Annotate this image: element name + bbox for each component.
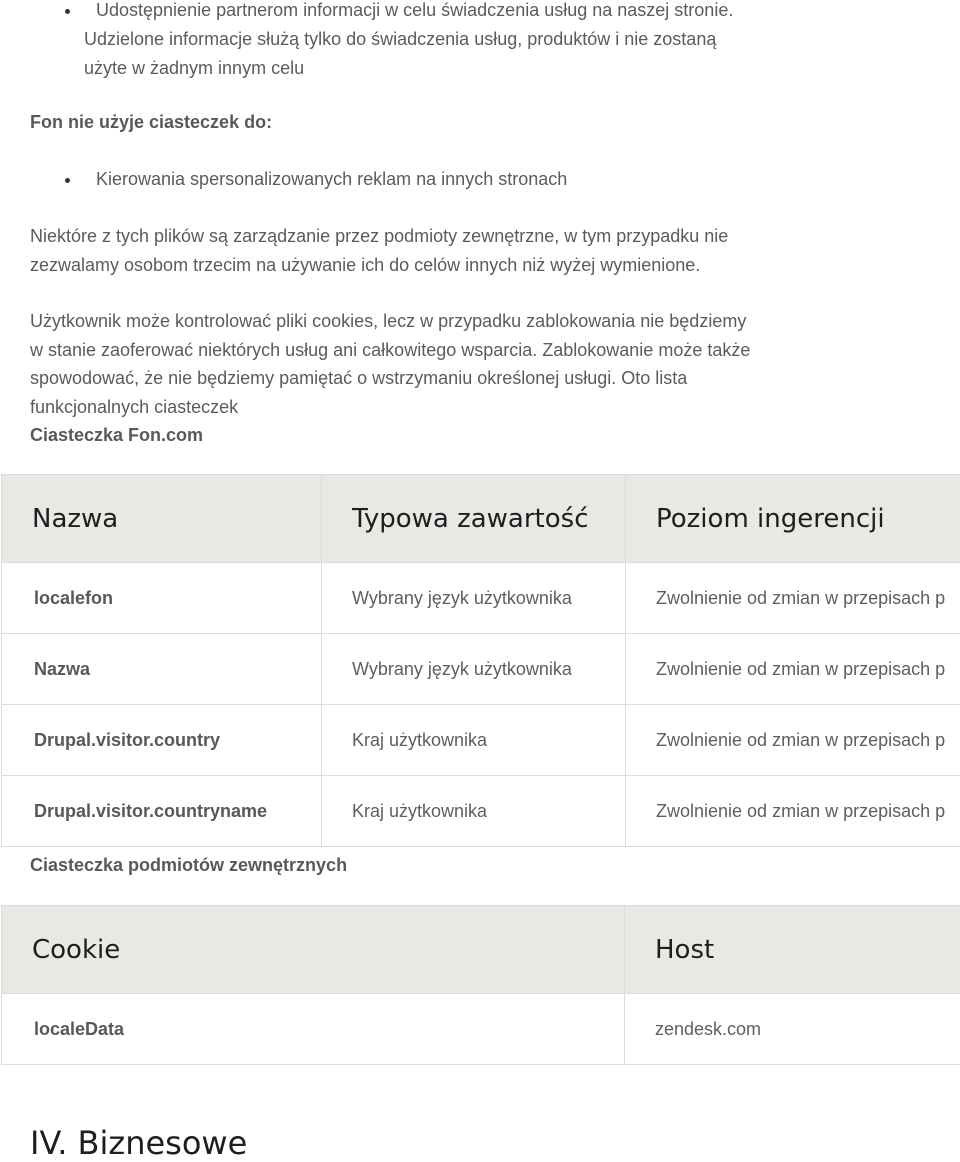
paragraph-line: Niektóre z tych plików są zarządzanie przez podmioty zewnętrzne, w tym przypadku nie <box>30 222 930 251</box>
cookie-level-cell: Zwolnienie od zmian w przepisach p <box>626 776 960 847</box>
fon-cookies-subheading: Ciasteczka Fon.com <box>30 421 930 450</box>
list-item-partners <box>96 0 733 25</box>
list-item-ads: Kierowania spersonalizowanych reklam na innych stronach <box>96 169 567 190</box>
cookie-level-cell: Zwolnienie od zmian w przepisach p <box>626 634 960 705</box>
cookie-content-cell: Wybrany język użytkownika <box>322 563 626 634</box>
cookie-level-cell: Zwolnienie od zmian w przepisach p <box>626 563 960 634</box>
table-row <box>2 994 960 1065</box>
table-header-row <box>2 475 960 563</box>
column-header-cookie: Cookie <box>2 906 625 994</box>
column-header-level: Poziom ingerencji <box>626 475 960 563</box>
third-party-cookies-table <box>1 905 960 1065</box>
paragraph-third-parties <box>30 222 930 279</box>
not-used-heading: Fon nie użyje ciasteczek do: <box>30 112 272 133</box>
table-row <box>2 776 960 847</box>
cookie-content-cell: Kraj użytkownika <box>322 776 626 847</box>
cookie-name-cell: Drupal.visitor.country <box>2 705 322 776</box>
cookie-name-cell: localeData <box>2 994 625 1065</box>
column-header-host: Host <box>625 906 960 994</box>
table-row <box>2 705 960 776</box>
table-header-row <box>2 906 960 994</box>
list-item-continuation <box>84 25 960 82</box>
third-party-heading: Ciasteczka podmiotów zewnętrznych <box>30 855 347 876</box>
paragraph-cookie-control <box>30 307 930 450</box>
cookie-content-cell: Kraj użytkownika <box>322 705 626 776</box>
section-title: IV. Biznesowe <box>30 1124 247 1162</box>
cookie-name-cell: Drupal.visitor.countryname <box>2 776 322 847</box>
bullet-icon <box>65 178 70 183</box>
cookie-content-cell: Wybrany język użytkownika <box>322 634 626 705</box>
table-row <box>2 563 960 634</box>
paragraph-line: Użytkownik może kontrolować pliki cookies, lecz w przypadku zablokowania nie będziemy <box>30 307 930 336</box>
fon-cookies-table <box>1 474 960 847</box>
list-item-text: Udostępnienie partnerom informacji w celu świadczenia usług na naszej stronie. <box>96 0 733 20</box>
list-item-text-line: Udzielone informacje służą tylko do świadczenia usług, produktów i nie zostaną <box>84 25 960 54</box>
column-header-content: Typowa zawartość <box>322 475 626 563</box>
table-row <box>2 634 960 705</box>
paragraph-line: spowodować, że nie będziemy pamiętać o wstrzymaniu określonej usługi. Oto lista <box>30 364 930 393</box>
list-item-text-line: użyte w żadnym innym celu <box>84 54 960 83</box>
paragraph-line: zezwalamy osobom trzecim na używanie ich do celów innych niż wyżej wymienione. <box>30 251 930 280</box>
cookie-name-cell: localefon <box>2 563 322 634</box>
cookie-level-cell: Zwolnienie od zmian w przepisach p <box>626 705 960 776</box>
cookie-name-cell: Nazwa <box>2 634 322 705</box>
paragraph-line: w stanie zaoferować niektórych usług ani całkowitego wsparcia. Zablokowanie może także <box>30 336 930 365</box>
bullet-icon <box>65 9 70 14</box>
paragraph-line: funkcjonalnych ciasteczek <box>30 393 930 422</box>
cookie-host-cell: zendesk.com <box>625 994 960 1065</box>
column-header-name: Nazwa <box>2 475 322 563</box>
